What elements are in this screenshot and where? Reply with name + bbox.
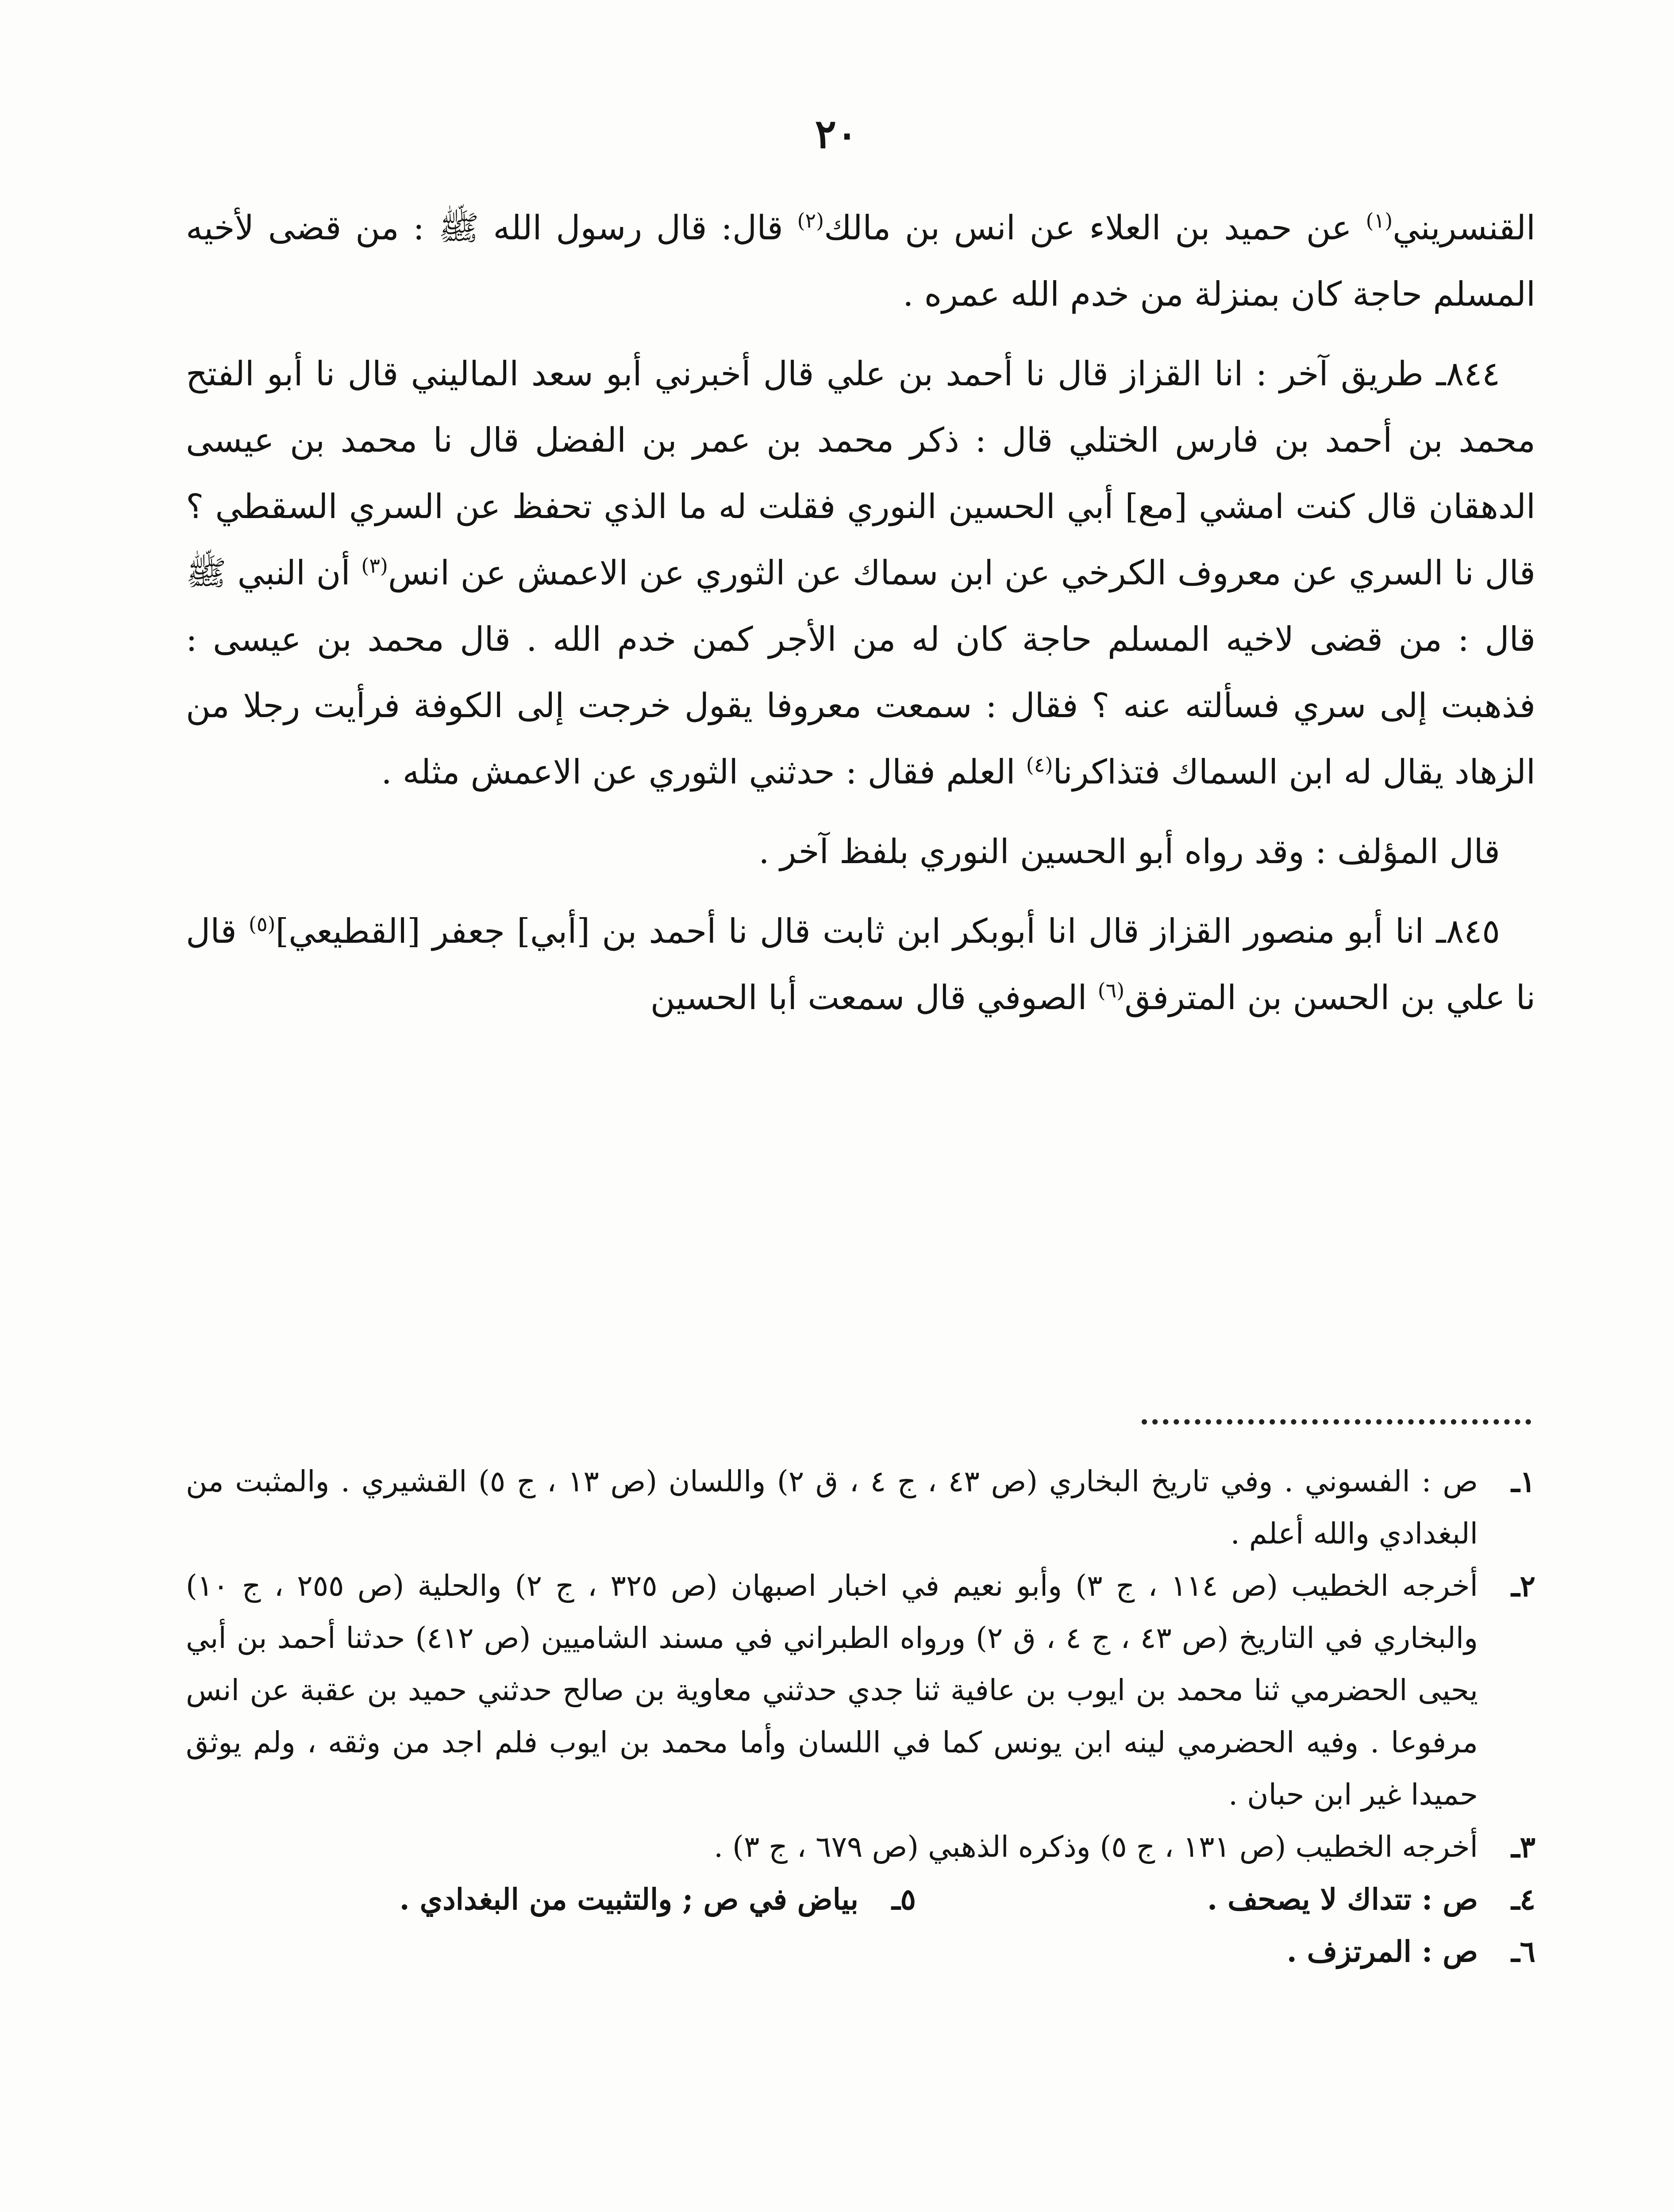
text-run: قال: قال رسول الله ﷺ : من قضى لأخيه المسلم حاجة كان بمنزلة من خدم الله عمره . <box>186 208 1535 314</box>
footnote-text: ص : المرتزف . <box>1286 1934 1478 1969</box>
footnote-text: ص : تتداك لا يصحف . <box>1207 1882 1478 1916</box>
footnote-number: ٥ـ <box>892 1882 916 1916</box>
footnote-number: ٣ـ <box>1511 1830 1535 1864</box>
footnote-text: أخرجه الخطيب (ص ١١٤ ، ج ٣) وأبو نعيم في اخبار اصبهان (ص ٣٢٥ ، ج ٢) والحلية (ص ٢٥٥ ، ج ١٠) والبخاري في التاريخ (ص ٤٣ ، ج ٤ ، ق ٢) ورواه الطبراني في مسند الشاميين (ص ٤١٢) حدثنا أحمد بن أبي يحيى الحضرمي ثنا محمد بن ايوب بن عافية ثنا جدي حدثني معاوية بن صالح حدثني حميد بن عقبة عن انس مرفوعا . وفيه الحضرمي لينه ابن يونس كما في اللسان وأما محمد بن ايوب فلم اجد من وثقه ، ولم يوثق حميدا غير ابن حبان . <box>186 1569 1478 1812</box>
footnote-number: ٦ـ <box>1511 1934 1535 1969</box>
text-run: قال نا علي بن الحسن بن المترفق <box>186 911 1535 1017</box>
paragraph-844 <box>186 341 1535 805</box>
page-number: ٢٠ <box>815 111 858 157</box>
text-run: العلم فقال : حدثني الثوري عن الاعمش مثله . <box>381 752 1026 791</box>
footnote-ref-1: (١) <box>1366 208 1393 233</box>
paragraph-author-note <box>186 818 1535 885</box>
footnote-ref-3: (٣) <box>361 553 388 578</box>
footnote-text: أخرجه الخطيب (ص ١٣١ ، ج ٥) وذكره الذهبي (ص ٦٧٩ ، ج ٣) . <box>714 1830 1478 1864</box>
footnote-divider <box>1142 1419 1531 1425</box>
footnotes <box>186 1455 1535 1978</box>
text-run: ٨٤٤ـ طريق آخر : انا القزاز قال نا أحمد بن علي قال أخبرني أبو سعد الماليني قال نا أبو الفتح محمد بن أحمد بن فارس الختلي قال : ذكر محمد بن عمر بن الفضل قال نا محمد بن عيسى الدهقان قال كنت امشي [مع] أبي الحسين النوري فقلت له ما الذي تحفظ عن السري السقطي ؟ قال نا السري عن معروف الكرخي عن ابن سماك عن الثوري عن الاعمش عن انس <box>186 354 1535 592</box>
text-run: عن حميد بن العلاء عن انس بن مالك <box>824 208 1366 247</box>
footnote-ref-5: (٥) <box>248 912 276 936</box>
footnote-number: ١ـ <box>1511 1464 1535 1499</box>
footnote-row <box>186 1873 1535 1925</box>
paragraph-845 <box>186 898 1535 1031</box>
footnote-number: ٤ـ <box>1511 1882 1535 1916</box>
main-text <box>186 195 1535 1044</box>
text-run: ٨٤٥ـ انا أبو منصور القزاز قال انا أبوبكر ابن ثابت قال نا أحمد بن [أبي] جعفر [القطيعي] <box>275 911 1500 951</box>
paragraph-1 <box>186 195 1535 327</box>
footnote-3 <box>186 1821 1535 1873</box>
text-run: قال المؤلف : وقد رواه أبو الحسين النوري بلفظ آخر . <box>758 832 1500 871</box>
footnote-ref-2: (٢) <box>797 208 824 233</box>
footnote-2 <box>186 1560 1535 1821</box>
footnote-number: ٢ـ <box>1511 1569 1535 1603</box>
footnote-ref-6: (٦) <box>1097 978 1125 1002</box>
footnote-text: بياض في ص ; والتثبيت من البغدادي . <box>399 1882 858 1916</box>
footnote-text: ص : الفسوني . وفي تاريخ البخاري (ص ٤٣ ، ج ٤ ، ق ٢) واللسان (ص ١٣ ، ج ٥) القشيري . والمثبت من البغدادي والله أعلم . <box>186 1464 1478 1551</box>
footnote-6 <box>186 1925 1535 1978</box>
footnote-1 <box>186 1455 1535 1560</box>
footnote-ref-4: (٤) <box>1026 753 1053 777</box>
footnote-5 <box>350 1873 916 1925</box>
footnote-4 <box>969 1873 1535 1925</box>
text-run: أن النبي ﷺ قال : من قضى لاخيه المسلم حاجة كان له من الأجر كمن خدم الله . قال محمد بن عيسى : فذهبت إلى سري فسألته عنه ؟ فقال : سمعت معروفا يقول خرجت إلى الكوفة فرأيت رجلا من الزهاد يقال له ابن السماك فتذاكرنا <box>186 553 1536 791</box>
text-run: الصوفي قال سمعت أبا الحسين <box>650 978 1098 1017</box>
text-run: القنسريني <box>1393 208 1535 247</box>
